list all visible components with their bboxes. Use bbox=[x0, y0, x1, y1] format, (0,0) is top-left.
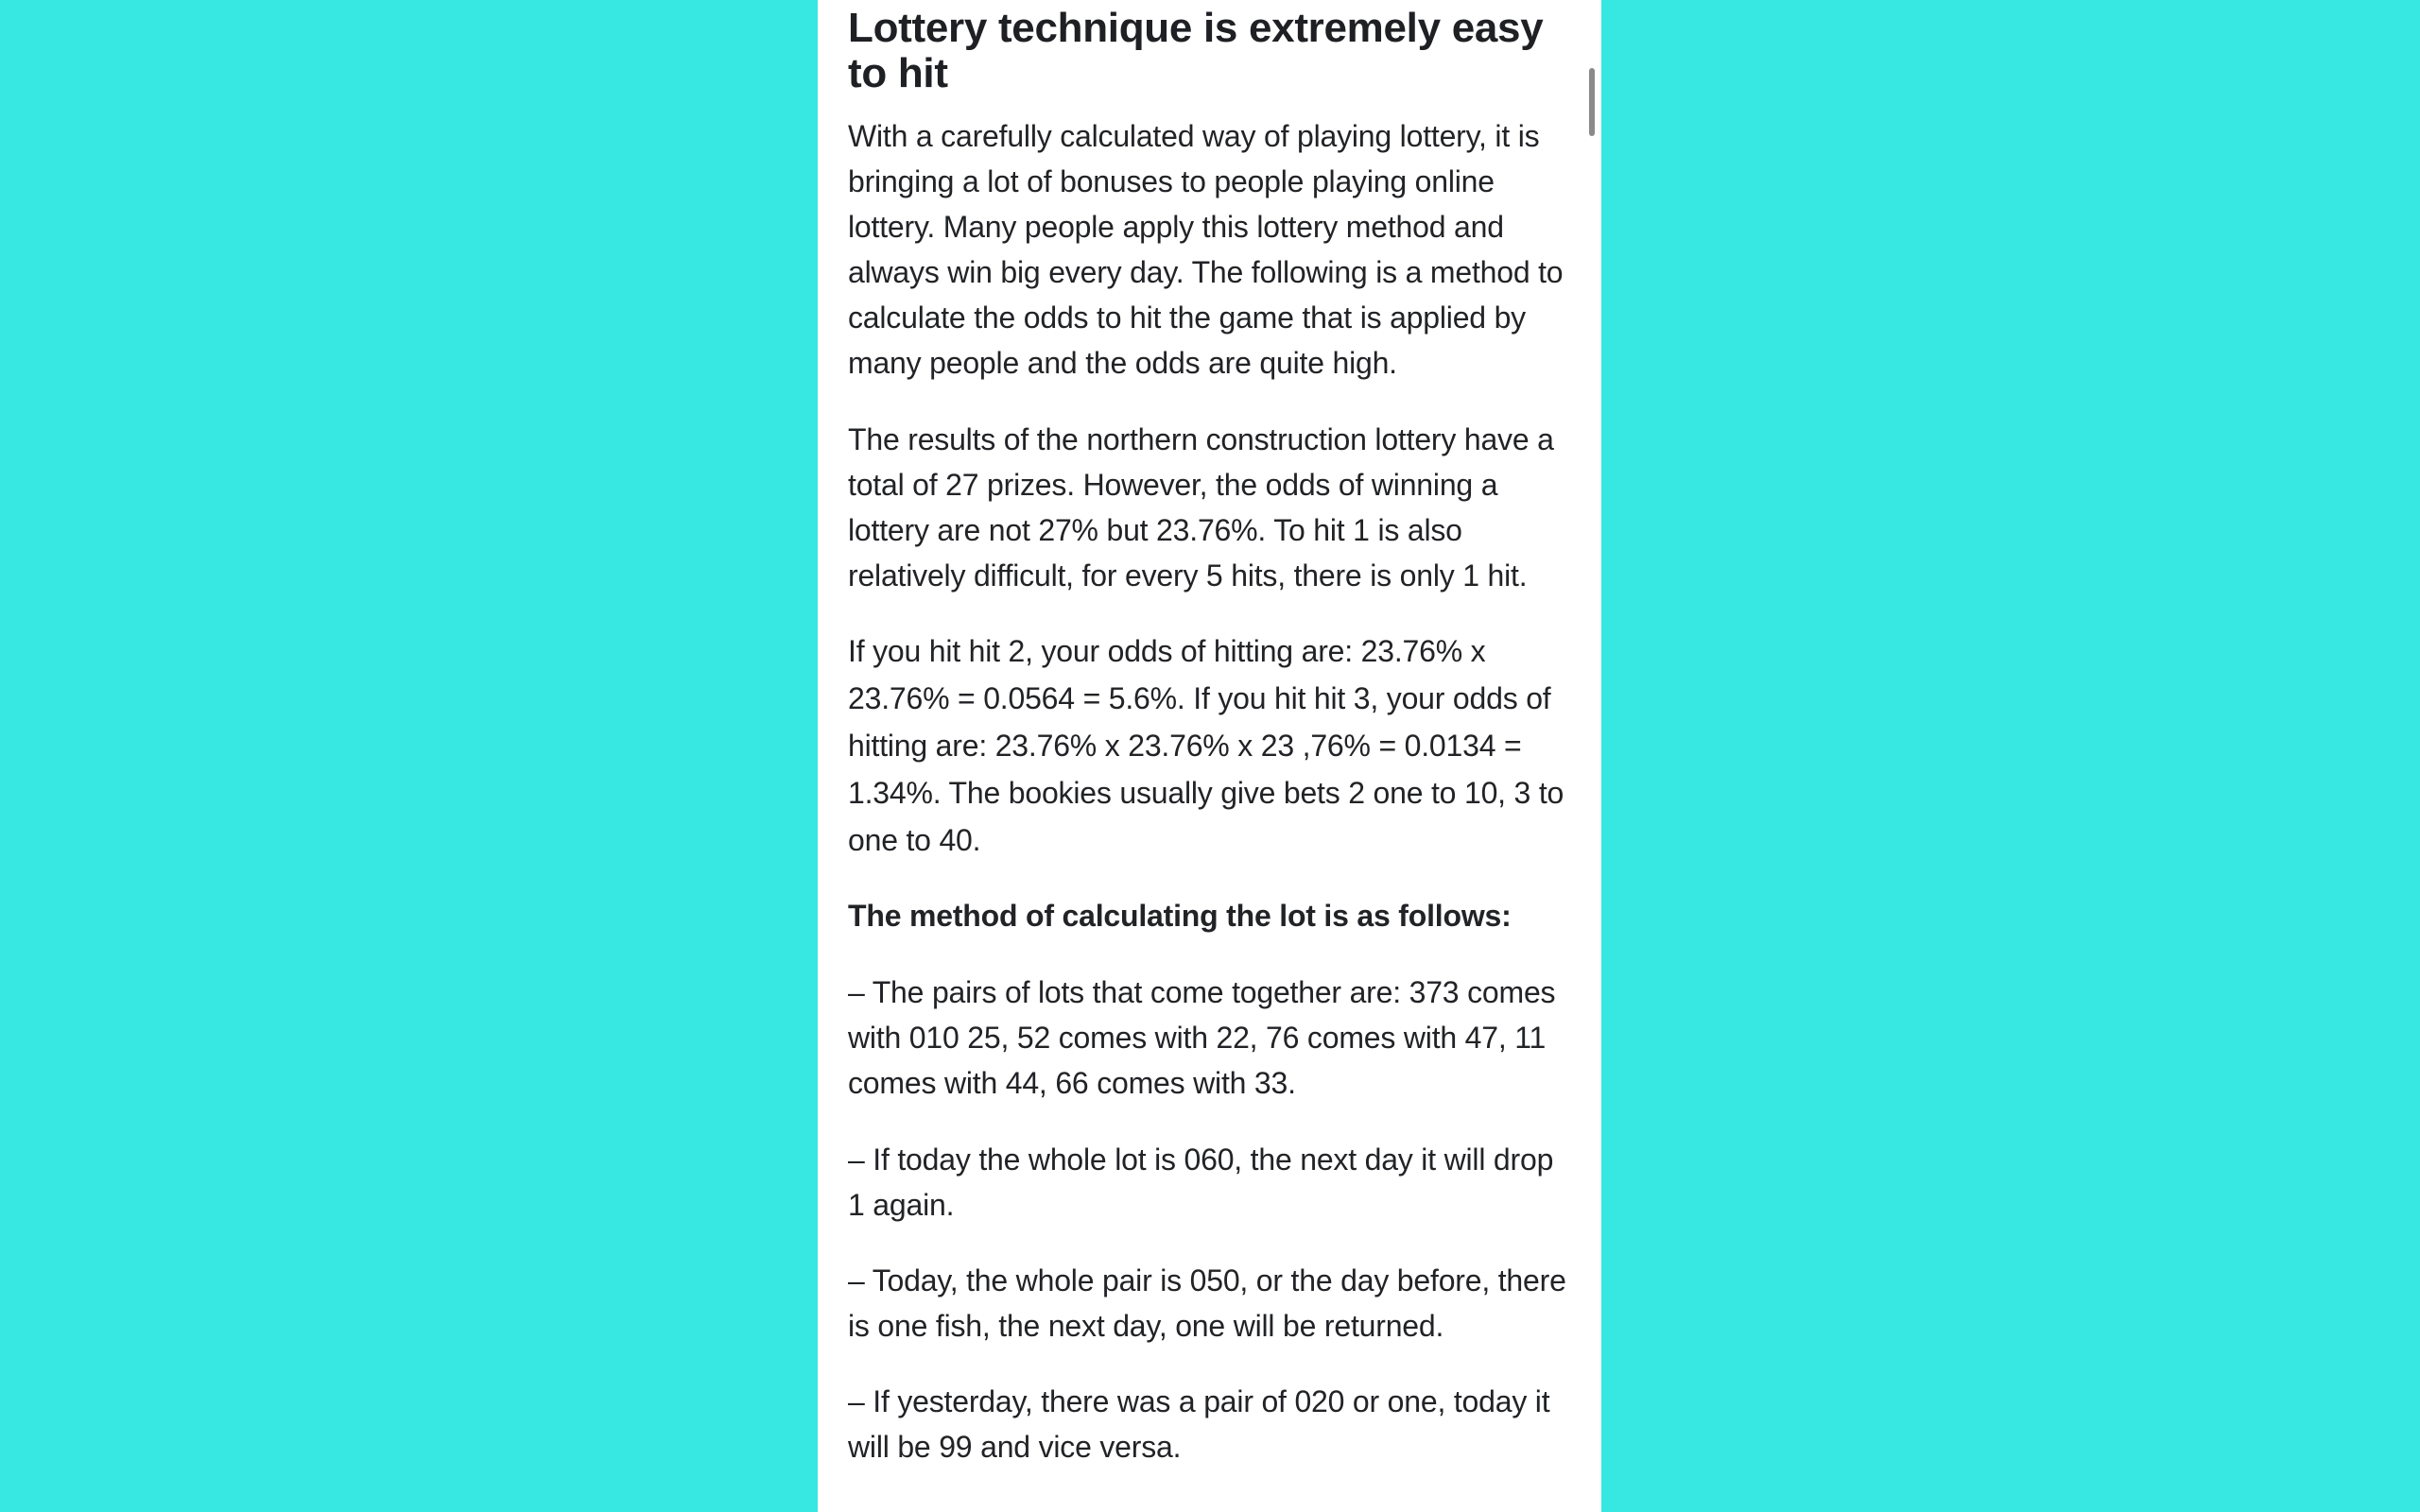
intro-paragraph: With a carefully calculated way of playing lottery, it is bringing a lot of bonuses to people playing online lottery. Many people apply this lottery method and always win big every day. The following is a method to calculate the odds to hit the game that is applied by many people and the odds are quite high. bbox=[848, 119, 1564, 380]
article-body bbox=[848, 0, 1576, 1469]
method-item-050: – Today, the whole pair is 050, or the day before, there is one fish, the next day, one will be returned. bbox=[848, 1263, 1566, 1343]
article-page bbox=[818, 0, 1601, 1512]
results-paragraph: The results of the northern construction lottery have a total of 27 prizes. However, the odds of winning a lottery are not 27% but 23.76%. To hit 1 is also relatively difficult, for every 5 hits, there is only 1 hit. bbox=[848, 422, 1554, 593]
method-subheading: The method of calculating the lot is as follows: bbox=[848, 899, 1512, 933]
method-item-pairs: – The pairs of lots that come together are: 373 comes with 010 25, 52 comes with 22, 76 comes with 47, 11 comes with 44, 66 comes with 33. bbox=[848, 975, 1556, 1100]
method-item-060: – If today the whole lot is 060, the next day it will drop 1 again. bbox=[848, 1143, 1554, 1222]
method-item-020: – If yesterday, there was a pair of 020 or one, today it will be 99 and vice versa. bbox=[848, 1384, 1550, 1464]
vertical-scrollbar-thumb[interactable] bbox=[1589, 68, 1595, 136]
article-title: Lottery technique is extremely easy to hit bbox=[848, 5, 1544, 96]
odds-paragraph: If you hit hit 2, your odds of hitting are: 23.76% x 23.76% = 0.0564 = 5.6%. If you hit hit 3, your odds of hitting are: 23.76% x 23.76% x 23 ,76% = 0.0134 = 1.34%. The bookies usually give bets 2 one to 10, 3 to one to 40. bbox=[848, 634, 1564, 857]
